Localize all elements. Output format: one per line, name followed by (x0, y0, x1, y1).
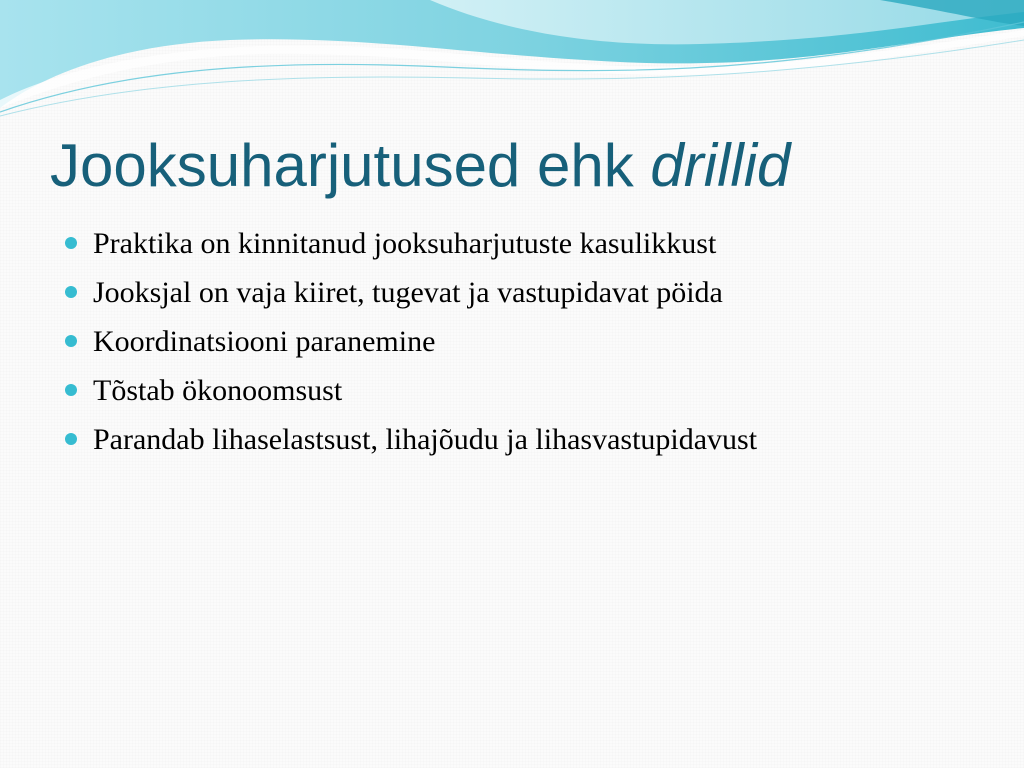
bullet-item (62, 268, 757, 317)
title-main-text: Jooksuharjutused ehk (50, 132, 651, 199)
bullet-text: Tõstab ökonoomsust (93, 374, 343, 407)
bullet-dot-icon (65, 384, 77, 396)
bullet-text: Parandab lihaselastsust, lihajõudu ja lihasvastupidavust (93, 423, 758, 456)
bullet-dot-icon (65, 237, 77, 249)
bullet-text: Koordinatsiooni paranemine (93, 325, 436, 358)
bullet-list (62, 219, 757, 464)
bullet-dot-icon (65, 286, 77, 298)
bullet-item (62, 219, 757, 268)
bullet-text: Praktika on kinnitanud jooksuharjutuste kasulikkust (93, 227, 717, 260)
bullet-item (62, 317, 757, 366)
bullet-dot-icon (65, 335, 77, 347)
bullet-text: Jooksjal on vaja kiiret, tugevat ja vastupidavat pöida (93, 276, 723, 309)
wave-banner-decoration (0, 0, 1024, 120)
bullet-item (62, 415, 757, 464)
bullet-item (62, 366, 757, 415)
bullet-dot-icon (65, 433, 77, 445)
title-emphasis-text: drillid (650, 132, 791, 199)
slide-title (50, 128, 790, 204)
